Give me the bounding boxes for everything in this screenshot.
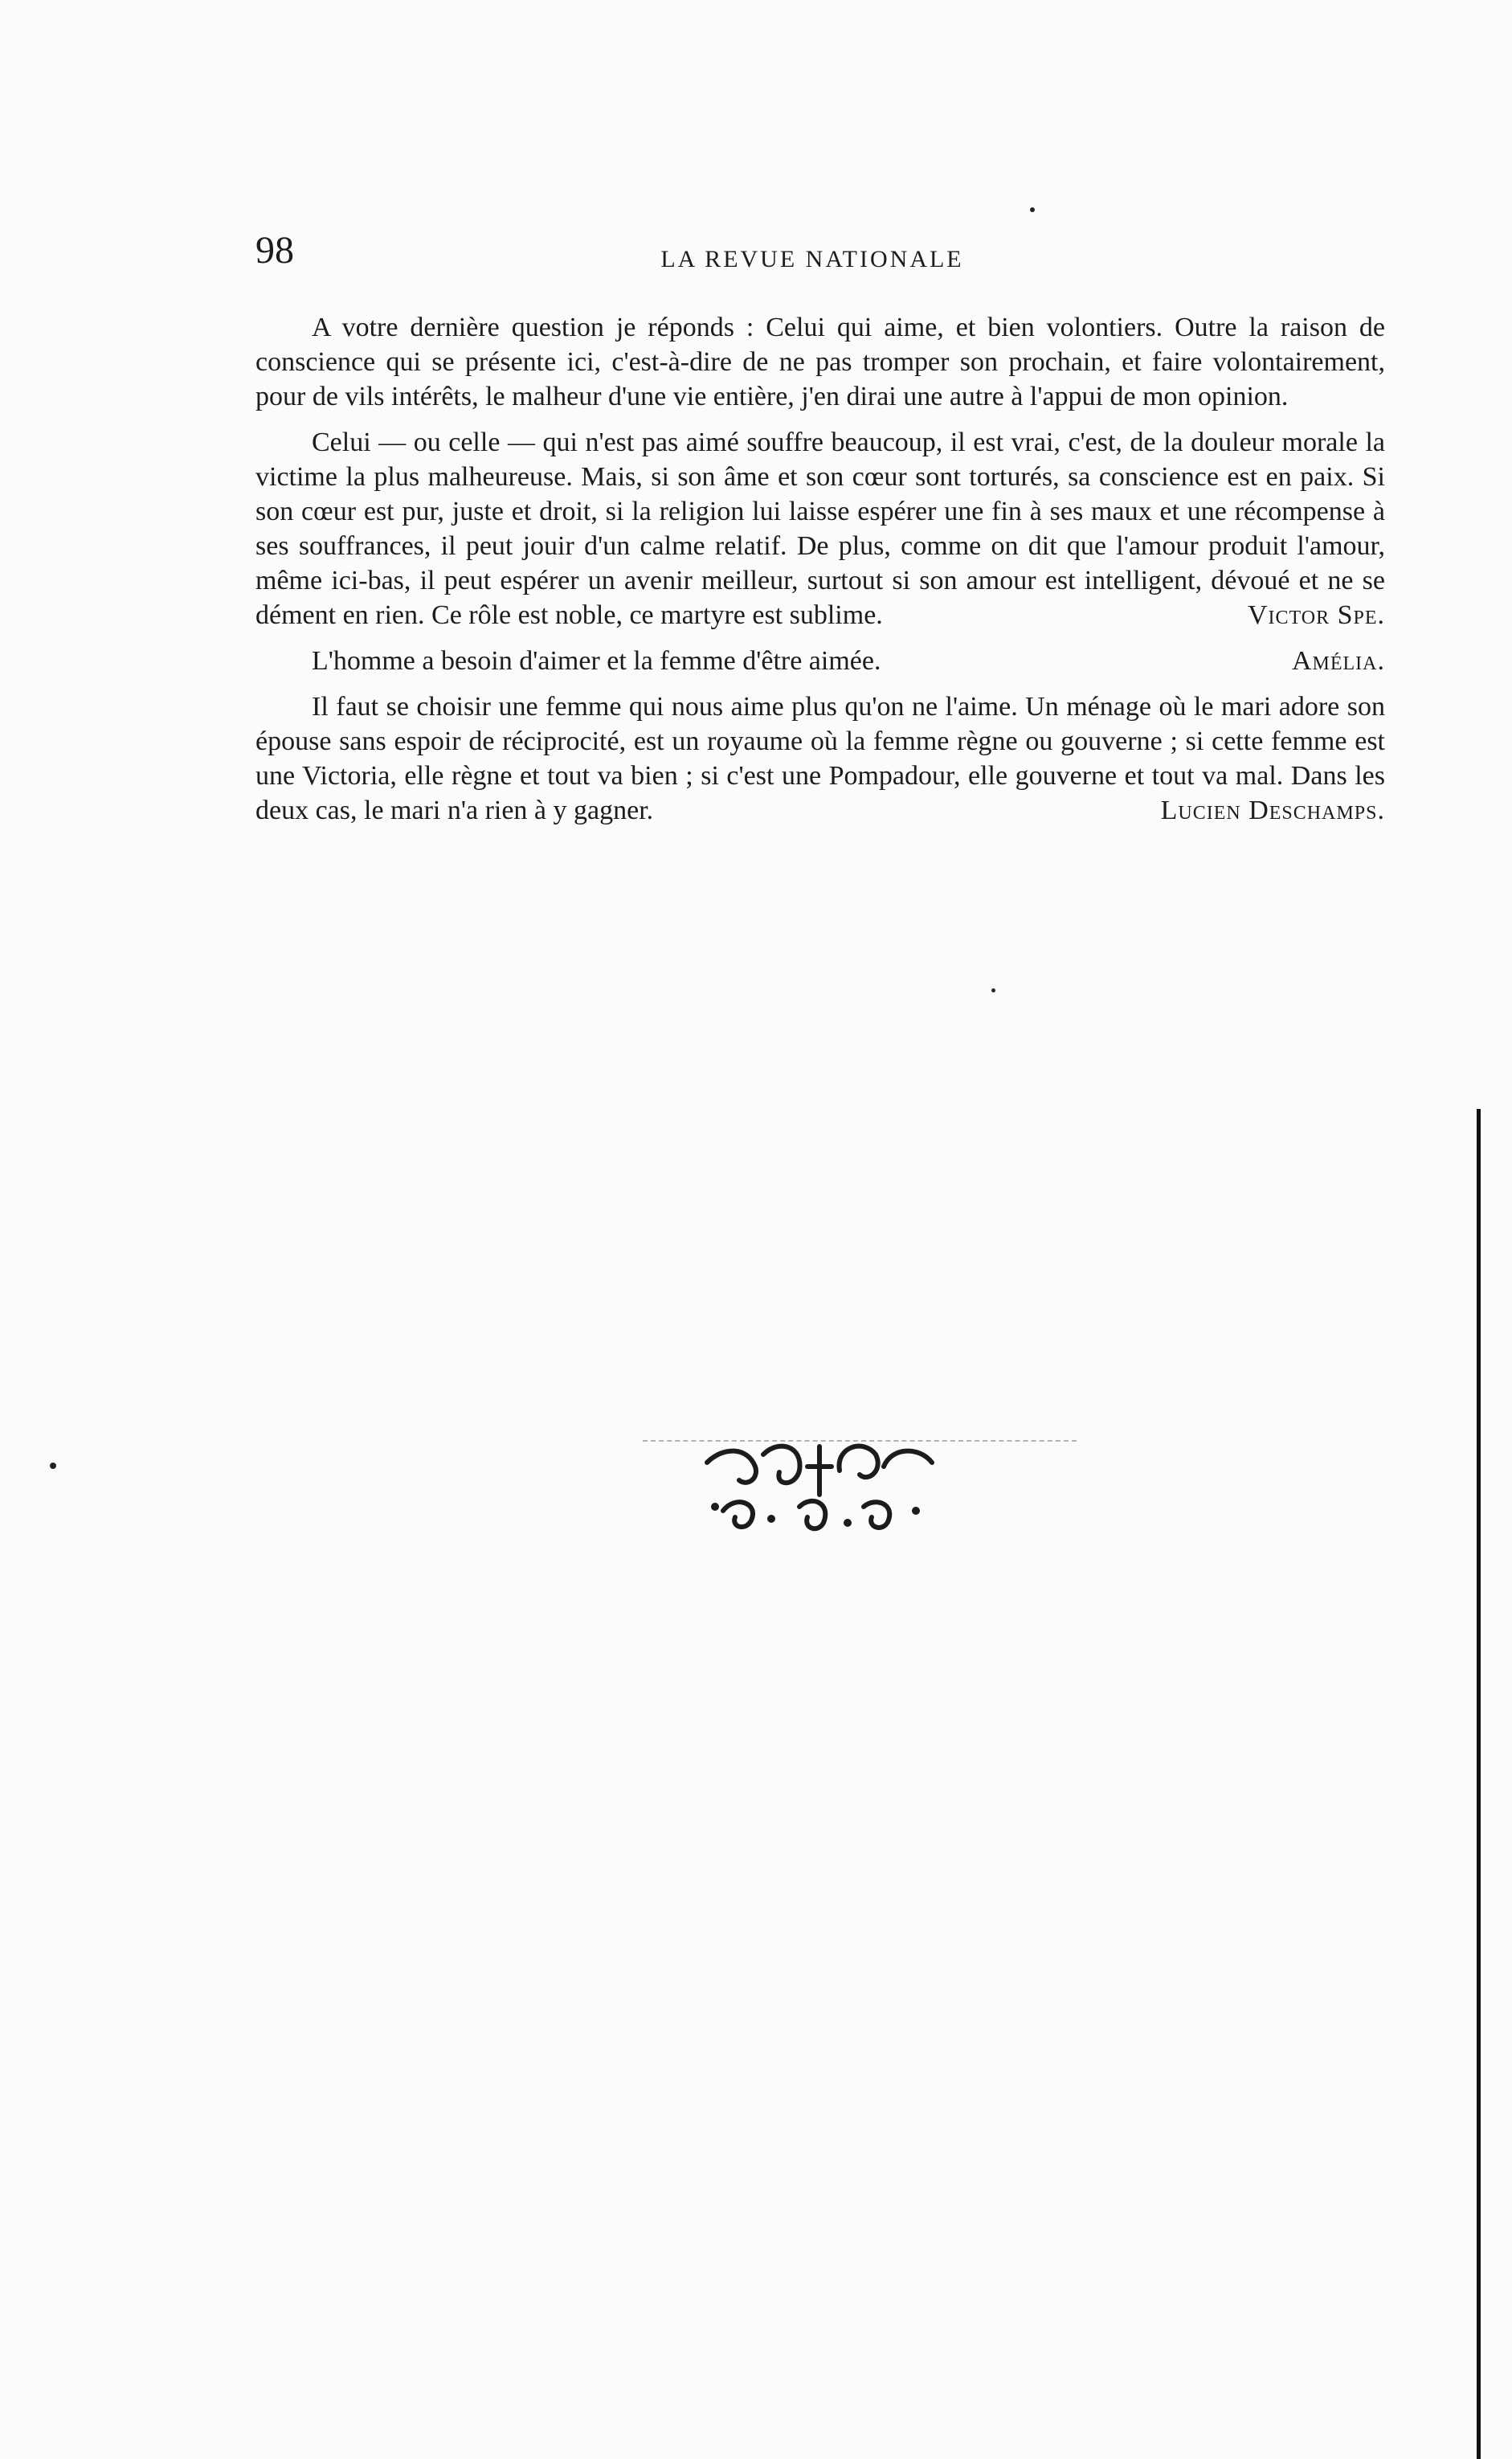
scan-speck <box>1030 207 1035 212</box>
article-body <box>255 310 1385 828</box>
signature: Lucien Deschamps. <box>1160 796 1385 825</box>
scan-edge-line <box>1477 1109 1481 2459</box>
signature: Amélia. <box>1291 646 1385 676</box>
page-number: 98 <box>255 229 294 272</box>
scan-speck <box>991 988 995 992</box>
floral-fleuron-icon <box>691 1430 948 1543</box>
signature: Victor Spe. <box>1247 600 1385 630</box>
scan-speck <box>50 1463 56 1469</box>
paragraph-text: A votre dernière question je réponds : Celui qui aime, et bien volontiers. Outre la raison de conscience qui se présente ici, c'est-à-dire de ne pas tromper son prochain, et faire volontairement, pour de vils intérêts, le malheur d'une vie entière, j'en dirai une autre à l'appui de mon opinion. <box>255 313 1385 411</box>
paragraph-text: Il faut se choisir une femme qui nous aime plus qu'on ne l'aime. Un ménage où le mari adore son épouse sans espoir de réciprocité, est un royaume où la femme règne ou gouverne ; si cette femme est une Victoria, elle règne et tout va bien ; si c'est une Pompadour, elle gouverne et tout va mal. Dans les deux cas, le mari n'a rien à y gagner. <box>255 692 1385 825</box>
paragraph-text: L'homme a besoin d'aimer et la femme d'être aimée. <box>312 646 881 676</box>
paragraph-text: Celui — ou celle — qui n'est pas aimé souffre beaucoup, il est vrai, c'est, de la douleur morale la victime la plus malheureuse. Mais, si son âme et son cœur sont torturés, sa conscience est en paix. Si son cœur est pur, juste et droit, si la religion lui laisse espérer une fin à ses maux et une récompense à ses souffrances, il peut jouir d'un calme relatif. De plus, comme on dit que l'amour produit l'amour, même ici-bas, il peut espérer un avenir meilleur, surtout si son amour est intelligent, dévoué et ne se dément en rien. Ce rôle est noble, ce martyre est sublime. <box>255 428 1385 630</box>
paragraph-2 <box>255 425 1385 632</box>
paragraph-1 <box>255 310 1385 414</box>
paragraph-3 <box>255 644 1385 678</box>
running-title: LA REVUE NATIONALE <box>660 246 964 272</box>
paragraph-4 <box>255 689 1385 828</box>
